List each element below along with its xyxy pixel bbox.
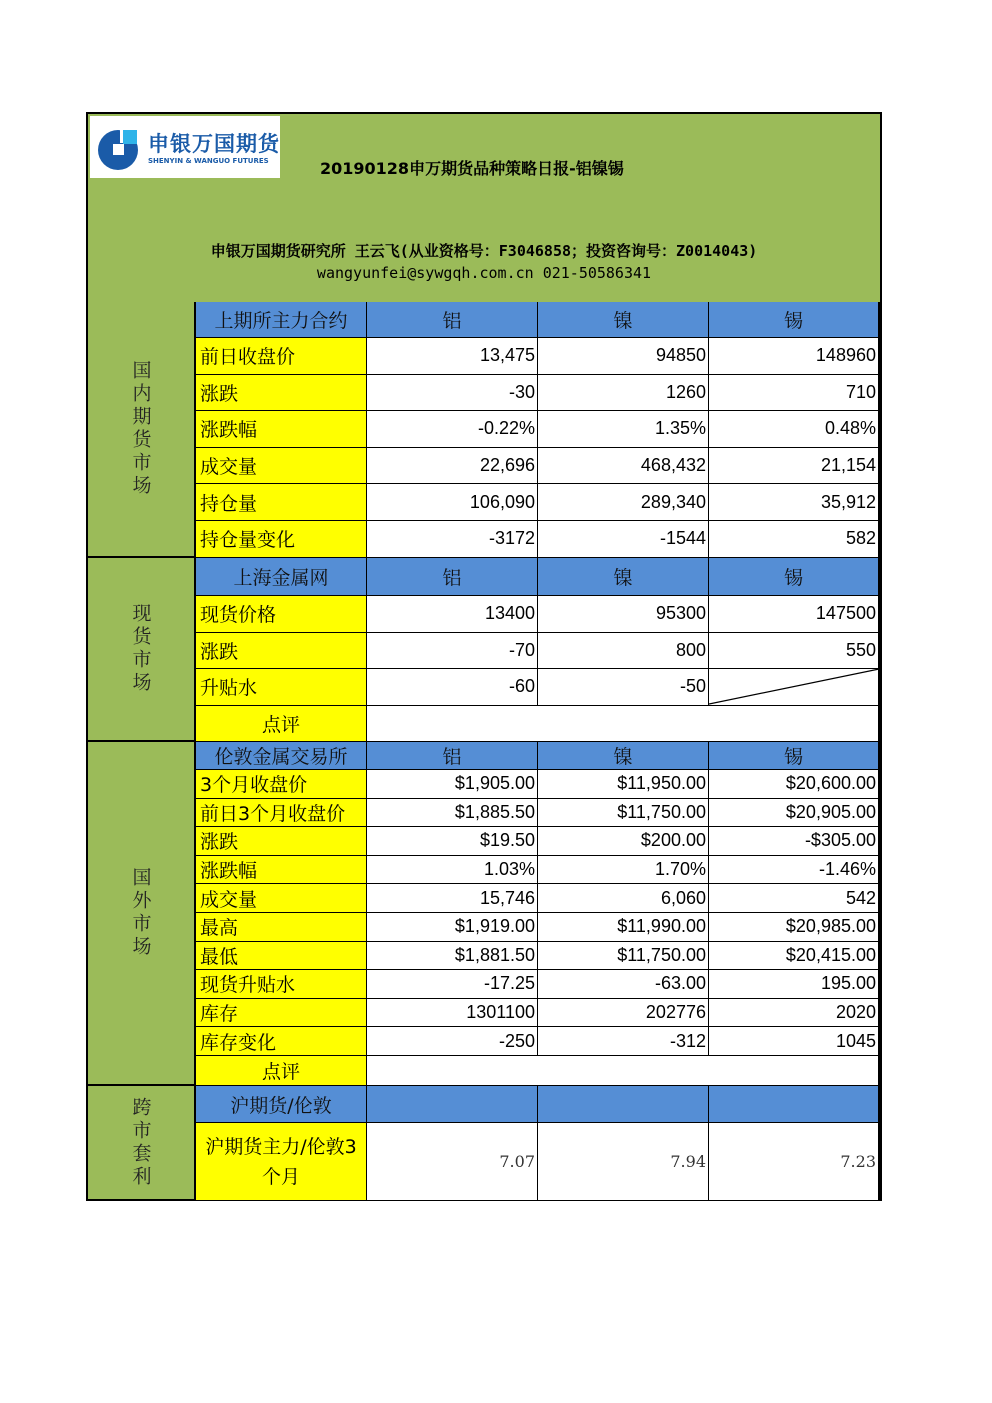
empty-diagonal-cell	[709, 669, 880, 706]
contact-line: wangyunfei@sywgqh.com.cn 021-50586341	[316, 264, 652, 282]
author-line: 申银万国期货研究所 王云飞(从业资格号：F3046858；投资咨询号：Z0014043)	[210, 242, 758, 260]
foreign-value-cell: 1045	[709, 1027, 880, 1056]
arb-row-label: 沪期货主力/伦敦3个月	[196, 1123, 367, 1201]
foreign-value-cell: 1.70%	[538, 856, 709, 885]
section-cross-market-arbitrage	[88, 1086, 196, 1201]
foreign-value-cell: 2020	[709, 999, 880, 1028]
foreign-value-cell: $20,600.00	[709, 770, 880, 799]
spot-header-cell: 锡	[709, 558, 880, 596]
domestic-header-cell: 锡	[709, 302, 880, 338]
domestic-row-label: 成交量	[196, 448, 367, 485]
domestic-value-cell: 22,696	[367, 448, 538, 485]
logo-english-text: SHENYIN & WANGUO FUTURES	[148, 157, 269, 165]
author-block	[88, 222, 880, 304]
foreign-value-cell: 15,746	[367, 884, 538, 913]
foreign-row-label: 涨跌幅	[196, 856, 367, 885]
domestic-header-cell: 上期所主力合约	[196, 302, 367, 338]
domestic-row-label: 涨跌	[196, 375, 367, 412]
foreign-value-cell: 1.03%	[367, 856, 538, 885]
spot-comment-label: 点评	[196, 706, 367, 743]
domestic-value-cell: 148960	[709, 338, 880, 375]
section-cross-market-arbitrage-text: 跨市套利	[129, 1096, 152, 1189]
domestic-value-cell: 710	[709, 375, 880, 412]
domestic-value-cell: 0.48%	[709, 411, 880, 448]
section-domestic-futures-text: 国内期货市场	[129, 360, 152, 498]
domestic-value-cell: 582	[709, 521, 880, 558]
foreign-value-cell: 1301100	[367, 999, 538, 1028]
domestic-value-cell: 468,432	[538, 448, 709, 485]
domestic-value-cell: -30	[367, 375, 538, 412]
diagonal-line-icon	[709, 669, 880, 705]
spot-header-cell: 镍	[538, 558, 709, 596]
company-logo	[90, 116, 280, 178]
foreign-value-cell: $11,750.00	[538, 942, 709, 971]
arb-ratio-cell: 7.07	[367, 1123, 538, 1201]
arb-header-cell	[538, 1086, 709, 1123]
arb-header-cell	[709, 1086, 880, 1123]
domestic-value-cell: 1.35%	[538, 411, 709, 448]
foreign-row-label: 现货升贴水	[196, 970, 367, 999]
foreign-header-cell: 锡	[709, 742, 880, 770]
domestic-value-cell: 1260	[538, 375, 709, 412]
foreign-value-cell: 202776	[538, 999, 709, 1028]
domestic-value-cell: 13,475	[367, 338, 538, 375]
spot-row-label: 涨跌	[196, 633, 367, 670]
domestic-value-cell: -0.22%	[367, 411, 538, 448]
spot-value-cell: -50	[538, 669, 709, 706]
foreign-value-cell: -250	[367, 1027, 538, 1056]
logo-mark-icon	[96, 124, 146, 174]
domestic-value-cell: 289,340	[538, 484, 709, 521]
spot-value-cell: 95300	[538, 596, 709, 633]
spot-comment-cell	[367, 706, 880, 743]
foreign-value-cell: 195.00	[709, 970, 880, 999]
spot-value-cell: 800	[538, 633, 709, 670]
spot-value-cell: -60	[367, 669, 538, 706]
foreign-value-cell: -312	[538, 1027, 709, 1056]
arb-ratio-cell: 7.94	[538, 1123, 709, 1201]
domestic-row-label: 持仓量	[196, 484, 367, 521]
spot-value-cell: 550	[709, 633, 880, 670]
domestic-row-label: 涨跌幅	[196, 411, 367, 448]
foreign-header-cell: 镍	[538, 742, 709, 770]
spot-value-cell: 13400	[367, 596, 538, 633]
domestic-value-cell: -3172	[367, 521, 538, 558]
foreign-value-cell: $11,750.00	[538, 799, 709, 828]
arb-ratio-cell: 7.23	[709, 1123, 880, 1201]
spot-header-cell: 铝	[367, 558, 538, 596]
foreign-row-label: 前日3个月收盘价	[196, 799, 367, 828]
section-foreign-market-text: 国外市场	[129, 867, 152, 959]
spot-header-cell: 上海金属网	[196, 558, 367, 596]
domestic-value-cell: 21,154	[709, 448, 880, 485]
foreign-value-cell: -17.25	[367, 970, 538, 999]
foreign-value-cell: 542	[709, 884, 880, 913]
foreign-row-label: 最低	[196, 942, 367, 971]
foreign-value-cell: -63.00	[538, 970, 709, 999]
foreign-value-cell: $1,885.50	[367, 799, 538, 828]
report-header	[88, 114, 880, 224]
foreign-value-cell: -1.46%	[709, 856, 880, 885]
foreign-value-cell: $20,985.00	[709, 913, 880, 942]
domestic-value-cell: -1544	[538, 521, 709, 558]
foreign-row-label: 涨跌	[196, 827, 367, 856]
domestic-header-cell: 铝	[367, 302, 538, 338]
section-foreign-market	[88, 742, 196, 1086]
foreign-row-label: 成交量	[196, 884, 367, 913]
foreign-header-cell: 铝	[367, 742, 538, 770]
foreign-value-cell: $20,415.00	[709, 942, 880, 971]
domestic-header-cell: 镍	[538, 302, 709, 338]
foreign-value-cell: $20,905.00	[709, 799, 880, 828]
foreign-comment-label: 点评	[196, 1056, 367, 1086]
spot-value-cell: 147500	[709, 596, 880, 633]
spot-row-label: 现货价格	[196, 596, 367, 633]
strategy-report	[86, 112, 882, 1201]
foreign-value-cell: -$305.00	[709, 827, 880, 856]
section-spot-market-text: 现货市场	[129, 603, 152, 695]
foreign-header-cell: 伦敦金属交易所	[196, 742, 367, 770]
arb-header-cell	[367, 1086, 538, 1123]
foreign-value-cell: $200.00	[538, 827, 709, 856]
foreign-comment-cell	[367, 1056, 880, 1086]
report-title: 20190128申万期货品种策略日报-铝镍锡	[320, 159, 624, 178]
section-domestic-futures	[88, 302, 196, 558]
arb-header-cell: 沪期货/伦敦	[196, 1086, 367, 1123]
spot-row-label: 升贴水	[196, 669, 367, 706]
domestic-row-label: 持仓量变化	[196, 521, 367, 558]
foreign-row-label: 库存变化	[196, 1027, 367, 1056]
domestic-value-cell: 106,090	[367, 484, 538, 521]
foreign-value-cell: $1,881.50	[367, 942, 538, 971]
foreign-row-label: 库存	[196, 999, 367, 1028]
foreign-row-label: 3个月收盘价	[196, 770, 367, 799]
domestic-row-label: 前日收盘价	[196, 338, 367, 375]
domestic-value-cell: 94850	[538, 338, 709, 375]
foreign-value-cell: $1,919.00	[367, 913, 538, 942]
foreign-value-cell: $1,905.00	[367, 770, 538, 799]
foreign-value-cell: 6,060	[538, 884, 709, 913]
foreign-value-cell: $11,950.00	[538, 770, 709, 799]
domestic-value-cell: 35,912	[709, 484, 880, 521]
logo-chinese-text: 申银万国期货	[148, 132, 280, 156]
spot-value-cell: -70	[367, 633, 538, 670]
foreign-row-label: 最高	[196, 913, 367, 942]
section-spot-market	[88, 558, 196, 742]
foreign-value-cell: $19.50	[367, 827, 538, 856]
foreign-value-cell: $11,990.00	[538, 913, 709, 942]
